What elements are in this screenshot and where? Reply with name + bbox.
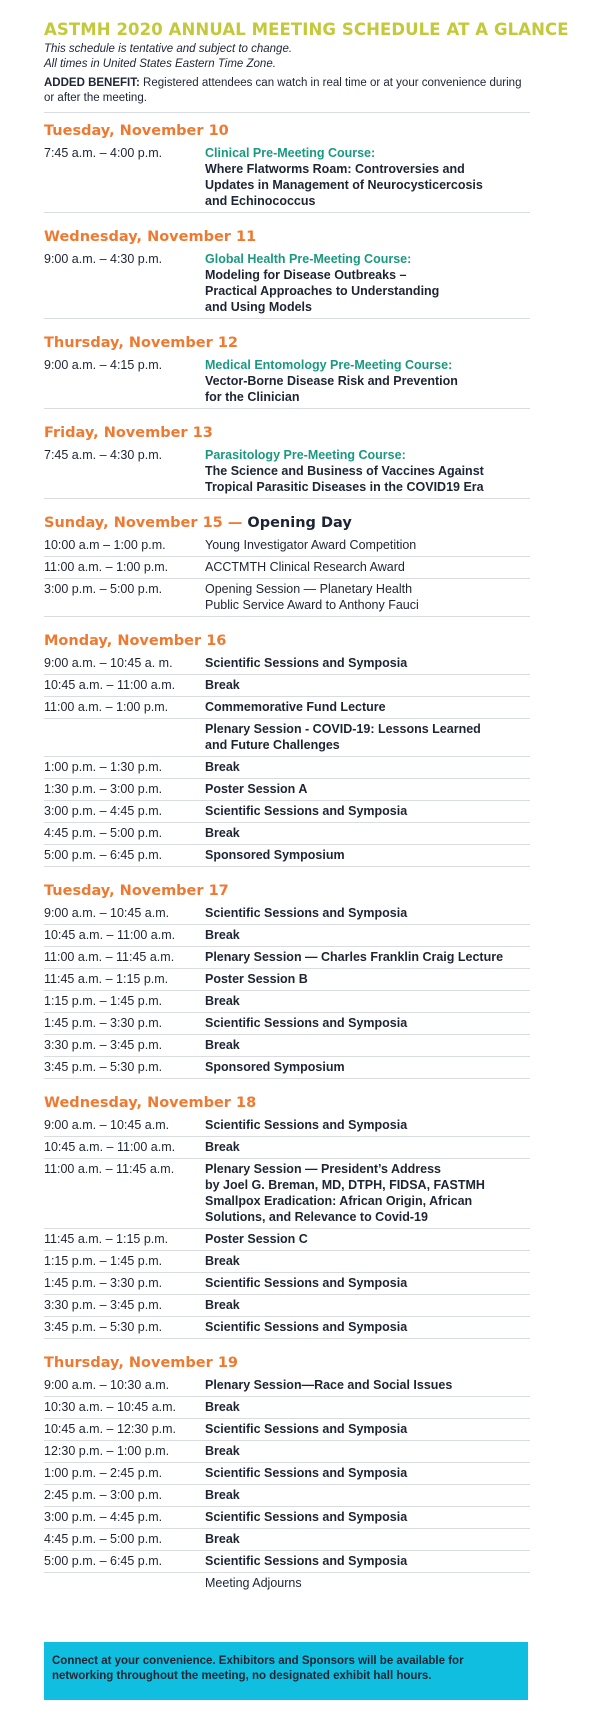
time-range: 10:00 a.m – 1:00 p.m. xyxy=(44,538,166,552)
course-title-line: Where Flatworms Roam: Controversies and xyxy=(205,162,465,176)
time-range: 10:45 a.m. – 11:00 a.m. xyxy=(44,678,176,692)
course-label: Parasitology Pre-Meeting Course: xyxy=(205,448,406,462)
time-range: 11:00 a.m. – 11:45 a.m. xyxy=(44,950,175,964)
event: Sponsored Symposium xyxy=(205,1060,345,1074)
time-range: 12:30 p.m. – 1:00 p.m. xyxy=(44,1444,170,1458)
schedule-row xyxy=(44,823,530,845)
opening-day-label: Opening Day xyxy=(247,515,352,531)
event: Break xyxy=(205,1488,240,1502)
schedule-row xyxy=(44,969,530,991)
time-range: 1:00 p.m. – 2:45 p.m. xyxy=(44,1466,163,1480)
event-line: by Joel G. Breman, MD, DTPH, FIDSA, FASTMH xyxy=(205,1178,485,1192)
time-range: 10:30 a.m. – 10:45 a.m. xyxy=(44,1400,177,1414)
course-title-line: Updates in Management of Neurocysticercosis xyxy=(205,178,483,192)
schedule-row xyxy=(44,757,530,779)
added-benefit xyxy=(44,76,530,113)
schedule-row xyxy=(44,653,530,675)
time-range: 9:00 a.m. – 4:30 p.m. xyxy=(44,252,163,266)
event: Plenary Session—Race and Social Issues xyxy=(205,1378,453,1392)
time-range: 7:45 a.m. – 4:00 p.m. xyxy=(44,146,163,160)
time-range: 9:00 a.m. – 10:45 a.m. xyxy=(44,906,170,920)
course-title-line: The Science and Business of Vaccines Against xyxy=(205,464,484,478)
event: Sponsored Symposium xyxy=(205,848,345,862)
time-range: 10:45 a.m. – 11:00 a.m. xyxy=(44,1140,176,1154)
day-heading: Tuesday, November 10 xyxy=(44,123,229,139)
schedule-row xyxy=(44,925,530,947)
schedule-row xyxy=(44,1397,530,1419)
time-range xyxy=(44,1575,205,1591)
event: Plenary Session — Charles Franklin Craig Lecture xyxy=(205,950,504,964)
schedule-row xyxy=(44,1573,530,1594)
schedule-row xyxy=(44,1441,530,1463)
event: Break xyxy=(205,1298,240,1312)
benefit-text: Registered attendees can watch in real time or at your convenience during or after the meeting. xyxy=(44,77,522,104)
day-section-nov-11 xyxy=(44,229,530,319)
course-title-line: Tropical Parasitic Diseases in the COVID19 Era xyxy=(205,480,484,494)
day-section-nov-12 xyxy=(44,335,530,409)
day-heading xyxy=(44,515,530,531)
time-range: 1:15 p.m. – 1:45 p.m. xyxy=(44,994,163,1008)
day-section-nov-15 xyxy=(44,515,530,617)
schedule-row xyxy=(44,535,530,557)
event-line: Opening Session — Planetary Health xyxy=(205,582,413,596)
schedule-row xyxy=(44,1295,530,1317)
time-range: 2:45 p.m. – 3:00 p.m. xyxy=(44,1488,163,1502)
course-label: Medical Entomology Pre-Meeting Course: xyxy=(205,358,453,372)
event: Commemorative Fund Lecture xyxy=(205,700,386,714)
event: Break xyxy=(205,826,240,840)
course-title-line: Modeling for Disease Outbreaks – xyxy=(205,268,407,282)
event: Poster Session B xyxy=(205,972,308,986)
time-range: 3:30 p.m. – 3:45 p.m. xyxy=(44,1298,163,1312)
time-range: 3:00 p.m. – 5:00 p.m. xyxy=(44,582,163,596)
schedule-row xyxy=(44,1137,530,1159)
timezone-note: All times in United States Eastern Time Zone. xyxy=(44,58,276,70)
time-range: 1:15 p.m. – 1:45 p.m. xyxy=(44,1254,163,1268)
day-heading-date: Sunday, November 15 — xyxy=(44,515,248,531)
course-title-line: for the Clinician xyxy=(205,390,300,404)
schedule-row xyxy=(44,697,530,719)
event: Break xyxy=(205,994,240,1008)
time-range: 1:30 p.m. – 3:00 p.m. xyxy=(44,782,163,796)
event-line: Plenary Session — President’s Address xyxy=(205,1162,441,1176)
event xyxy=(205,581,530,613)
time-range: 11:00 a.m. – 1:00 p.m. xyxy=(44,560,169,574)
time-range: 1:45 p.m. – 3:30 p.m. xyxy=(44,1016,163,1030)
schedule-row xyxy=(44,355,530,409)
time-range: 3:45 p.m. – 5:30 p.m. xyxy=(44,1060,163,1074)
day-heading: Friday, November 13 xyxy=(44,425,213,441)
course-title-line: Vector-Borne Disease Risk and Prevention xyxy=(205,374,458,388)
event: Poster Session A xyxy=(205,782,308,796)
course-title-line: Practical Approaches to Understanding xyxy=(205,284,440,298)
course-title-line: and Echinococcus xyxy=(205,194,316,208)
schedule-row xyxy=(44,903,530,925)
event: Break xyxy=(205,678,240,692)
time-range: 1:00 p.m. – 1:30 p.m. xyxy=(44,760,163,774)
schedule-row xyxy=(44,1251,530,1273)
day-heading: Thursday, November 19 xyxy=(44,1355,239,1371)
event xyxy=(205,1161,530,1225)
schedule-row xyxy=(44,143,530,213)
event: Young Investigator Award Competition xyxy=(205,538,417,552)
time-range: 5:00 p.m. – 6:45 p.m. xyxy=(44,1554,163,1568)
schedule-row xyxy=(44,557,530,579)
event: Scientific Sessions and Symposia xyxy=(205,656,408,670)
schedule-row xyxy=(44,1159,530,1229)
time-range: 3:00 p.m. – 4:45 p.m. xyxy=(44,1510,163,1524)
time-range: 4:45 p.m. – 5:00 p.m. xyxy=(44,826,163,840)
schedule-row xyxy=(44,249,530,319)
time-range: 9:00 a.m. – 10:30 a.m. xyxy=(44,1378,170,1392)
day-section-nov-16 xyxy=(44,633,530,867)
event-line: Plenary Session - COVID-19: Lessons Learned xyxy=(205,722,481,736)
schedule-row xyxy=(44,1317,530,1339)
event: Scientific Sessions and Symposia xyxy=(205,1118,408,1132)
schedule-row xyxy=(44,1551,530,1573)
event-line: Smallpox Eradication: African Origin, African xyxy=(205,1194,473,1208)
schedule-row xyxy=(44,1529,530,1551)
event xyxy=(205,357,530,405)
day-section-nov-17 xyxy=(44,883,530,1079)
event: Break xyxy=(205,1532,240,1546)
time-range: 9:00 a.m. – 10:45 a. m. xyxy=(44,656,173,670)
time-range: 3:30 p.m. – 3:45 p.m. xyxy=(44,1038,163,1052)
schedule-row xyxy=(44,947,530,969)
day-heading: Tuesday, November 17 xyxy=(44,883,229,899)
time-range: 3:45 p.m. – 5:30 p.m. xyxy=(44,1320,163,1334)
course-label: Clinical Pre-Meeting Course: xyxy=(205,146,376,160)
event: Break xyxy=(205,1140,240,1154)
schedule-row xyxy=(44,779,530,801)
tentative-note: This schedule is tentative and subject to change. xyxy=(44,43,293,55)
course-label: Global Health Pre-Meeting Course: xyxy=(205,252,412,266)
time-range: 5:00 p.m. – 6:45 p.m. xyxy=(44,848,163,862)
day-heading: Wednesday, November 18 xyxy=(44,1095,257,1111)
schedule-row xyxy=(44,1375,530,1397)
time-range: 11:45 a.m. – 1:15 p.m. xyxy=(44,1232,169,1246)
benefit-label: ADDED BENEFIT: xyxy=(44,77,140,89)
event: Break xyxy=(205,1038,240,1052)
event: Scientific Sessions and Symposia xyxy=(205,1554,408,1568)
event: Scientific Sessions and Symposia xyxy=(205,1422,408,1436)
event xyxy=(205,251,530,315)
time-range: 9:00 a.m. – 10:45 a.m. xyxy=(44,1118,170,1132)
time-range: 4:45 p.m. – 5:00 p.m. xyxy=(44,1532,163,1546)
schedule-row xyxy=(44,1507,530,1529)
schedule-row xyxy=(44,801,530,823)
time-range: 10:45 a.m. – 12:30 p.m. xyxy=(44,1422,177,1436)
time-range: 3:00 p.m. – 4:45 p.m. xyxy=(44,804,163,818)
schedule-row xyxy=(44,445,530,499)
time-range: 10:45 a.m. – 11:00 a.m. xyxy=(44,928,176,942)
networking-callout: Connect at your convenience. Exhibitors and Sponsors will be available for networking throughout the meeting, no designated exhibit hall hours. xyxy=(44,1642,528,1700)
event: Scientific Sessions and Symposia xyxy=(205,1466,408,1480)
schedule-row xyxy=(44,579,530,617)
day-section-nov-13 xyxy=(44,425,530,499)
event: Scientific Sessions and Symposia xyxy=(205,1510,408,1524)
event: Break xyxy=(205,1254,240,1268)
schedule-row xyxy=(44,1273,530,1295)
event: Scientific Sessions and Symposia xyxy=(205,906,408,920)
page-title: ASTMH 2020 ANNUAL MEETING SCHEDULE AT A GLANCE xyxy=(44,20,569,39)
event: Scientific Sessions and Symposia xyxy=(205,1320,408,1334)
schedule-row xyxy=(44,845,530,867)
schedule-row xyxy=(44,675,530,697)
event-line: and Future Challenges xyxy=(205,738,340,752)
course-title-line: and Using Models xyxy=(205,300,312,314)
schedule-row xyxy=(44,1419,530,1441)
schedule-row xyxy=(44,719,530,757)
time-range: 1:45 p.m. – 3:30 p.m. xyxy=(44,1276,163,1290)
schedule-content xyxy=(44,20,569,1594)
event: Scientific Sessions and Symposia xyxy=(205,804,408,818)
event xyxy=(205,447,530,495)
schedule-row xyxy=(44,991,530,1013)
event: ACCTMTH Clinical Research Award xyxy=(205,560,405,574)
schedule-row xyxy=(44,1057,530,1079)
meeting-adjourns: Meeting Adjourns xyxy=(205,1576,302,1590)
event: Break xyxy=(205,760,240,774)
event xyxy=(205,721,530,753)
event-line: Solutions, and Relevance to Covid-19 xyxy=(205,1210,428,1224)
event: Scientific Sessions and Symposia xyxy=(205,1276,408,1290)
day-heading: Monday, November 16 xyxy=(44,633,227,649)
schedule-row xyxy=(44,1013,530,1035)
day-section-nov-19 xyxy=(44,1355,530,1594)
schedule-row xyxy=(44,1485,530,1507)
time-range xyxy=(44,721,205,753)
event: Break xyxy=(205,928,240,942)
schedule-row xyxy=(44,1463,530,1485)
time-range: 9:00 a.m. – 4:15 p.m. xyxy=(44,358,163,372)
day-section-nov-18 xyxy=(44,1095,530,1339)
schedule-row xyxy=(44,1035,530,1057)
time-range: 11:45 a.m. – 1:15 p.m. xyxy=(44,972,169,986)
event: Break xyxy=(205,1400,240,1414)
schedule-row xyxy=(44,1115,530,1137)
time-range: 11:00 a.m. – 11:45 a.m. xyxy=(44,1162,175,1176)
event xyxy=(205,145,530,209)
day-section-nov-10 xyxy=(44,123,530,213)
time-range: 11:00 a.m. – 1:00 p.m. xyxy=(44,700,169,714)
event: Break xyxy=(205,1444,240,1458)
time-range: 7:45 a.m. – 4:30 p.m. xyxy=(44,448,163,462)
schedule-row xyxy=(44,1229,530,1251)
event: Scientific Sessions and Symposia xyxy=(205,1016,408,1030)
day-heading: Wednesday, November 11 xyxy=(44,229,257,245)
event-line: Public Service Award to Anthony Fauci xyxy=(205,598,419,612)
event: Poster Session C xyxy=(205,1232,308,1246)
day-heading: Thursday, November 12 xyxy=(44,335,239,351)
